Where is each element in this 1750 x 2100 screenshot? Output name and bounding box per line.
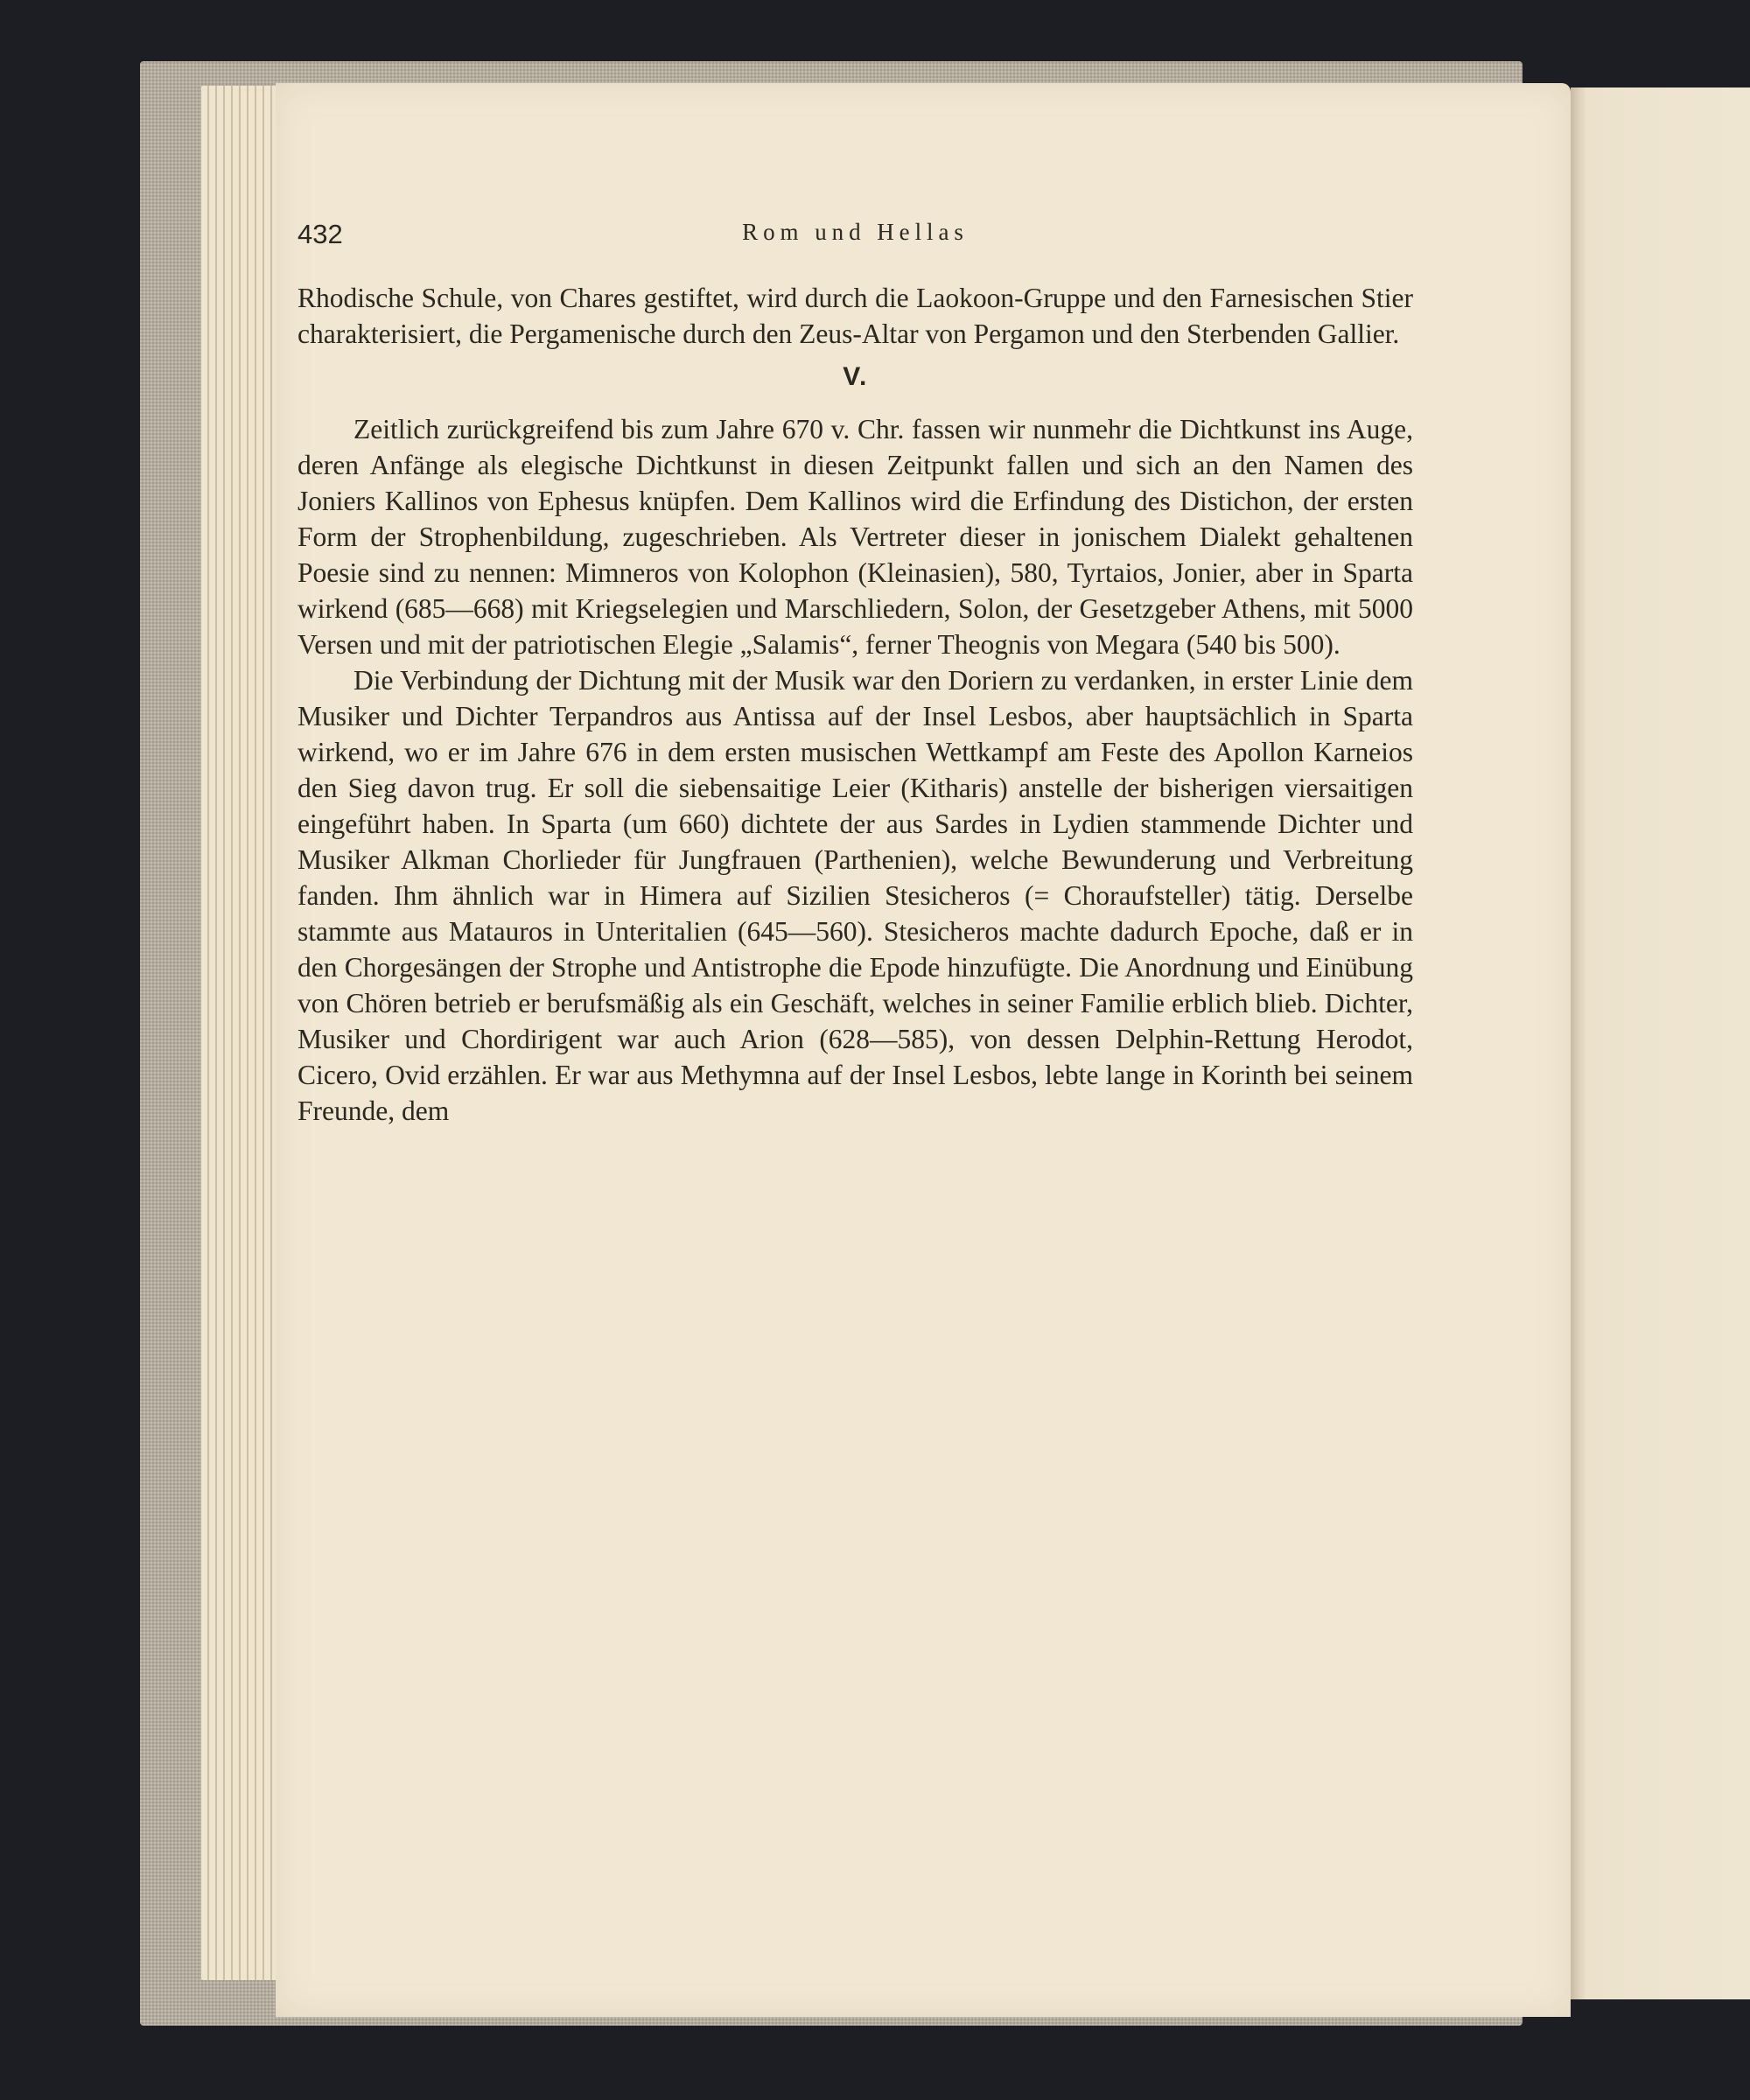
running-title: Rom und Hellas — [742, 219, 969, 245]
page-number: 432 — [298, 219, 343, 249]
page-content — [298, 219, 1413, 1129]
running-head — [298, 219, 1413, 280]
paragraph: Die Verbindung der Dichtung mit der Musik war den Doriern zu verdanken, in erster Linie dem Musiker und Dichter Terpandros aus Antissa auf der Insel Lesbos, aber hauptsächlich in Sparta wirkend, wo er im Jahre 676 in dem ersten musischen Wettkampf am Feste des Apollon Karneios den Sieg davon trug. Er soll die siebensaitige Leier (Kitharis) anstelle der bisherigen viersaitigen eingeführt haben. In Sparta (um 660) dichtete der aus Sardes in Lydien stammende Dichter und Musiker Alkman Chorlieder für Jungfrauen (Parthenien), welche Bewunderung und Verbreitung fanden. Ihm ähnlich war in Himera auf Sizilien Stesicheros (= Choraufsteller) tätig. Derselbe stammte aus Matauros in Unteritalien (645—560). Stesicheros machte dadurch Epoche, daß er in den Chorgesängen der Strophe und Antistrophe die Epode hinzufügte. Die Anordnung und Einübung von Chören betrieb er berufsmäßig als ein Geschäft, welches in seiner Familie erblich blieb. Dichter, Musiker und Chordirigent war auch Arion (628—585), von dessen Delphin-Rettung Herodot, Cicero, Ovid erzählen. Er war aus Methymna auf der Insel Lesbos, lebte lange in Korinth bei seinem Freunde, dem — [298, 665, 1413, 1126]
paragraph: Rhodische Schule, von Chares gestiftet, wird durch die Laokoon-Gruppe und den Farnesischen Stier charakterisiert, die Pergamenische durch den Zeus-Altar von Pergamon und den Sterbenden Gallier. — [298, 283, 1413, 349]
section-heading: V. — [843, 362, 868, 391]
paragraph: Zeitlich zurückgreifend bis zum Jahre 670 v. Chr. fassen wir nunmehr die Dichtkunst ins Auge, deren Anfänge als elegische Dichtkunst in diesen Zeitpunkt fallen und sich an den Namen des Joniers Kallinos von Ephesus knüpfen. Dem Kallinos wird die Erfindung des Distichon, der ersten Form der Strophenbildung, zugeschrieben. Als Vertreter dieser in jonischem Dialekt gehaltenen Poesie sind zu nennen: Mimneros von Kolophon (Kleinasien), 580, Tyrtaios, Jonier, aber in Sparta wirkend (685—668) mit Kriegselegien und Marschliedern, Solon, der Gesetzgeber Athens, mit 5000 Versen und mit der patriotischen Elegie „Salamis“, ferner Theognis von Megara (540 bis 500). — [298, 414, 1413, 660]
facing-page-edge — [1571, 88, 1750, 1999]
